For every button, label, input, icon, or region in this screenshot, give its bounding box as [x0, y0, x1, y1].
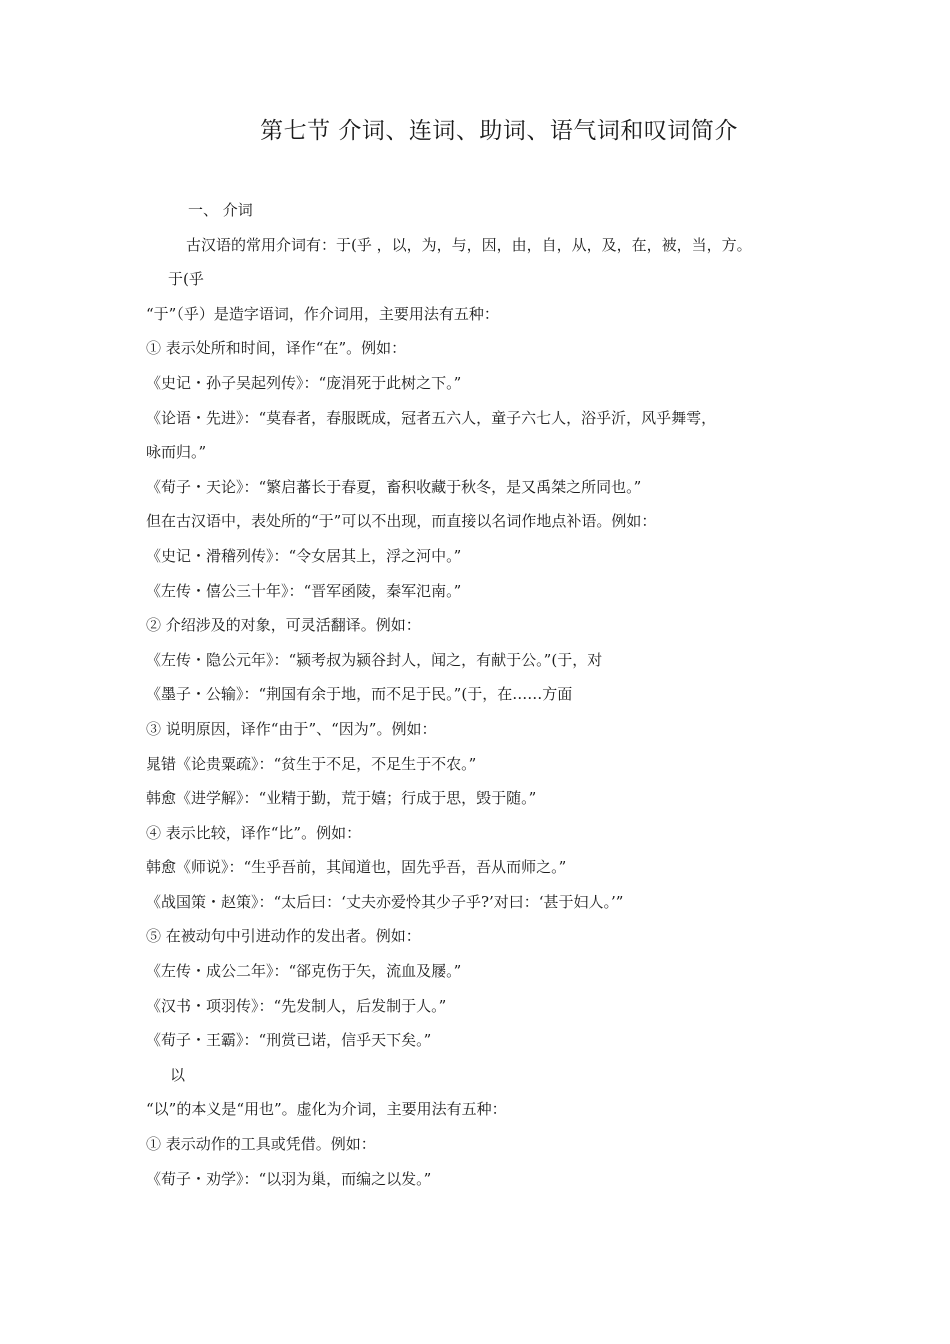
text-line: “以”的本义是“用也”。虚化为介词，主要用法有五种： [146, 1100, 507, 1119]
text-line: 《荀子・王霸》：“刑赏已诺，信乎天下矣。” [146, 1031, 432, 1050]
text-line: “于”（乎）是造字语词，作介词用，主要用法有五种： [146, 304, 499, 323]
document-body [0, 196, 950, 1199]
text-line: 《左传・隐公元年》：“颍考叔为颍谷封人，闻之，有献于公。”(于，对 [146, 650, 603, 669]
text-line: 《史记・滑稽列传》：“令女居其上，浮之河中。” [146, 546, 462, 565]
text-line: 《左传・僖公三十年》：“晋军函陵，秦军氾南。” [146, 581, 462, 600]
text-line: 韩愈《师说》：“生乎吾前，其闻道也，固先乎吾，吾从而师之。” [146, 858, 567, 877]
text-line: 以 [170, 1065, 186, 1084]
text-line: ① 表示处所和时间，译作“在”。例如： [146, 339, 407, 358]
text-line: 《汉书・项羽传》：“先发制人，后发制于人。” [146, 996, 447, 1015]
text-line: 但在古汉语中，表处所的“于”可以不出现，而直接以名词作地点补语。例如： [146, 512, 657, 531]
text-line: 《论语・先进》：“莫春者，春服既成，冠者五六人，童子六七人，浴乎沂，风乎舞雩， [146, 408, 717, 427]
text-line: 《史记・孙子吴起列传》：“庞涓死于此树之下。” [146, 373, 462, 392]
text-line: ① 表示动作的工具或凭借。例如： [146, 1135, 376, 1154]
text-line: 一、 介词 [188, 201, 253, 219]
text-line: 《荀子・天论》：“繁启蕃长于春夏，畜积收藏于秋冬，是又禹桀之所同也。” [146, 477, 642, 496]
text-line: 《战国策・赵策》：“太后曰：‘丈夫亦爱怜其少子乎?’对曰：‘甚于妇人。’” [146, 892, 624, 911]
text-line: 《墨子・公输》：“荆国有余于地，而不足于民。”(于，在……方面 [146, 685, 573, 704]
text-line: ③ 说明原因，译作“由于”、“因为”。例如： [146, 719, 437, 738]
text-line: 古汉语的常用介词有：于(乎 ，以，为，与，因，由，自，从，及，在，被，当，方。 [186, 235, 752, 254]
text-line: 韩愈《进学解》：“业精于勤，荒于嬉；行成于思，毁于随。” [146, 789, 537, 808]
text-line: 晁错《论贵粟疏》：“贫生于不足，不足生于不农。” [146, 754, 477, 773]
text-line: 于(乎 [168, 270, 204, 289]
text-line: ④ 表示比较，译作“比”。例如： [146, 823, 362, 842]
text-line: ② 介绍涉及的对象，可灵活翻译。例如： [146, 616, 421, 635]
text-line: 《荀子・劝学》：“以羽为巢，而编之以发。” [146, 1169, 432, 1188]
text-line: 《左传・成公二年》：“郤克伤于矢，流血及屦。” [146, 962, 462, 981]
page-title: 第七节 介词、连词、助词、语气词和叹词简介 [260, 118, 738, 144]
text-line: 咏而归。” [146, 443, 207, 462]
text-line: ⑤ 在被动句中引进动作的发出者。例如： [146, 927, 421, 946]
